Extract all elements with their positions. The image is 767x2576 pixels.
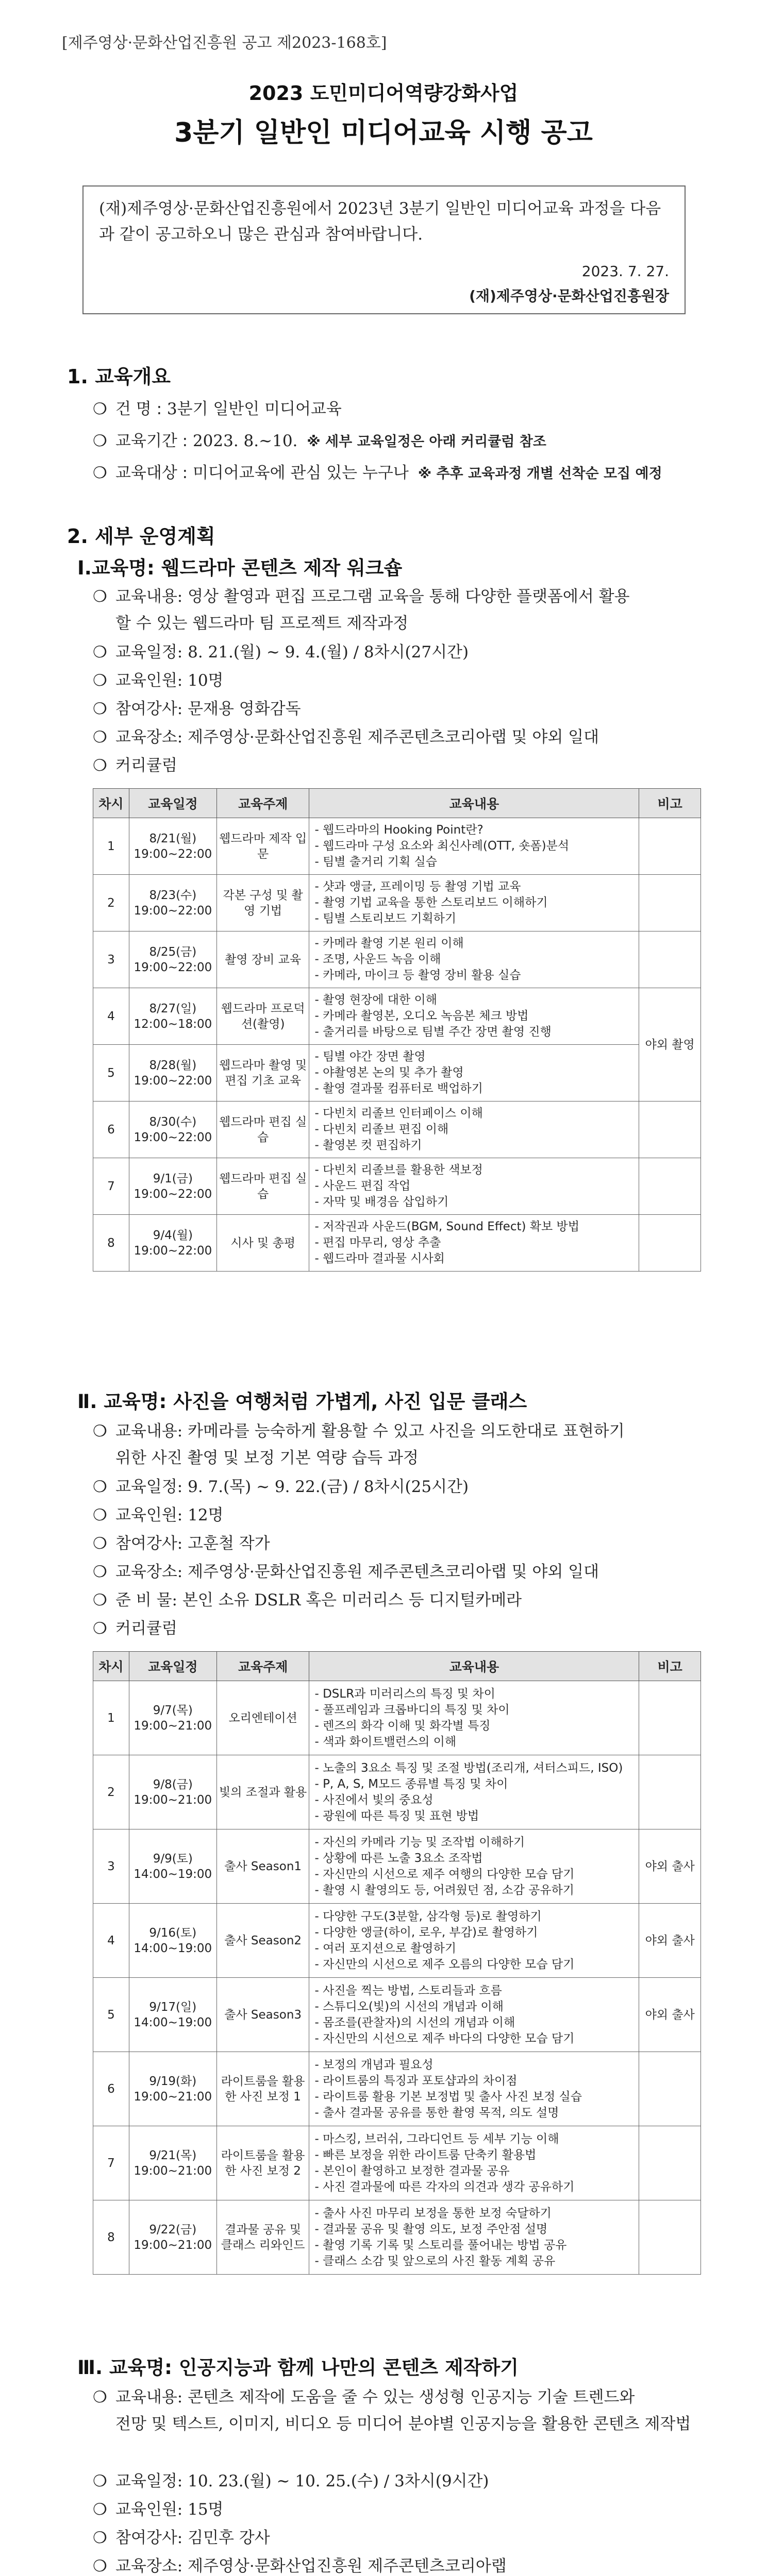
course-1-detail: ❍ 참여강사: 문재용 영화감독 (93, 696, 701, 722)
bullet-icon: ❍ (93, 2472, 107, 2490)
table-row: 2 8/23(수) 19:00~22:00 각본 구성 및 촬영 기법 - 샷과 앵글, 프레이밍 등 촬영 기법 교육 - 촬영 기법 교육을 통한 스토리보드 이해하기 - 팀별 스토리보드 기획하기 (93, 875, 701, 931)
table-row: 3 8/25(금) 19:00~22:00 촬영 장비 교육 - 카메라 촬영 기본 원리 이해 - 조명, 사운드 녹음 이해 - 카메라, 마이크 등 촬영 장비 활용 실습 (93, 931, 701, 988)
bullet-icon: ❍ (93, 1619, 107, 1638)
course-3-detail: ❍ 교육인원: 15명 (93, 2496, 701, 2523)
remark-cell: 야외 촬영 (639, 988, 701, 1101)
program-title: 2023 도민미디어역량강화사업 (248, 82, 519, 105)
course-2-curriculum-table (93, 1651, 701, 2275)
table-row: 8 9/22(금) 19:00~21:00 결과물 공유 및 클래스 리와인드 - 출사 사진 마무리 보정을 통한 보정 숙달하기 - 결과물 공유 및 촬영 의도, 보정 주안점 설명 - 촬영 기록 기록 및 스토리를 풀어내는 방법 공유 - 클래스 소감 및 앞으로의 사진 활동 계획 공유 (93, 2200, 701, 2275)
overview-value: 미디어교육에 관심 있는 누구나 (192, 464, 409, 482)
section-1-title: 1. 교육개요 (67, 365, 171, 388)
bullet-icon: ❍ (93, 756, 107, 775)
intro-box (82, 185, 686, 314)
course-3-detail: ❍ 참여강사: 김민후 강사 (93, 2524, 701, 2551)
course-2-title: Ⅱ. 교육명: 사진을 여행처럼 가볍게, 사진 입문 클래스 (77, 1391, 527, 1413)
course-1-detail: ❍ 교육내용: 영상 촬영과 편집 프로그램 교육을 통해 다양한 플랫폼에서 활용 할 수 있는 웹드라마 팀 프로젝트 제작과정 (93, 583, 701, 637)
bullet-icon: ❍ (93, 2388, 107, 2406)
notice-number: [제주영상·문화산업진흥원 공고 제2023-168호] (62, 34, 387, 52)
overview-note: ※ 추후 교육과정 개별 선착순 모집 예정 (418, 466, 662, 482)
course-2-detail: ❍ 교육인원: 12명 (93, 1502, 701, 1529)
course-2-detail: ❍ 참여강사: 고훈철 작가 (93, 1530, 701, 1557)
table-row: 7 9/21(목) 19:00~21:00 라이트룸을 활용한 사진 보정 2 - 마스킹, 브러쉬, 그라디언트 등 세부 기능 이해 - 빠른 보정을 위한 라이트룸 단축키 활용법 - 본인이 촬영하고 보정한 결과물 공유 - 사진 결과물에 따른 각자의 의견과 생각 공유하기 (93, 2126, 701, 2200)
col-header: 교육주제 (216, 789, 309, 818)
issuing-org: (재)제주영상·문화산업진흥원장 (469, 287, 669, 304)
intro-text: (재)제주영상·문화산업진흥원에서 2023년 3분기 일반인 미디어교육 과정을 다음과 같이 공고하오니 많은 관심과 참여바랍니다. (99, 199, 661, 244)
course-1-detail: ❍ 교육장소: 제주영상·문화산업진흥원 제주콘텐츠코리아랩 및 야외 일대 (93, 724, 701, 751)
bullet-icon: ❍ (93, 643, 107, 662)
table-row: 2 9/8(금) 19:00~21:00 빛의 조절과 활용 - 노출의 3요소 특징 및 조절 방법(조리개, 셔터스피드, ISO) - P, A, S, M모드 종류별 특징 및 차이 - 사진에서 빛의 중요성 - 광원에 따른 특징 및 표현 방법 (93, 1755, 701, 1829)
table-row: 6 8/30(수) 19:00~22:00 웹드라마 편집 실습 - 다빈치 리졸브 인터페이스 이해 - 다빈치 리졸브 편집 이해 - 촬영본 컷 편집하기 (93, 1101, 701, 1158)
bullet-icon: ❍ (93, 1591, 107, 1609)
course-1-detail: ❍ 교육일정: 8. 21.(월) ~ 9. 4.(월) / 8차시(27시간) (93, 639, 701, 666)
overview-label: 교육기간 : (115, 432, 188, 450)
course-2-detail: ❍ 교육장소: 제주영상·문화산업진흥원 제주콘텐츠코리아랩 및 야외 일대 (93, 1558, 701, 1585)
bullet-icon: ❍ (93, 1478, 107, 1496)
bullet-icon: ❍ (93, 587, 107, 606)
col-header: 교육일정 (129, 1652, 216, 1681)
col-header: 교육일정 (129, 789, 216, 818)
bullet-icon: ❍ (93, 400, 107, 418)
bullet-icon: ❍ (93, 700, 107, 718)
bullet-icon: ❍ (93, 432, 107, 450)
col-header: 차시 (93, 789, 129, 818)
course-3-detail: ❍ 교육일정: 10. 23.(월) ~ 10. 25.(수) / 3차시(9시간) (93, 2468, 701, 2495)
overview-item (93, 428, 701, 455)
course-3-title: Ⅲ. 교육명: 인공지능과 함께 나만의 콘텐츠 제작하기 (77, 2357, 519, 2379)
col-header: 차시 (93, 1652, 129, 1681)
overview-item (93, 460, 701, 487)
table-row: 1 9/7(목) 19:00~21:00 오리엔테이션 - DSLR과 미러리스의 특징 및 차이 - 풀프레임과 크롭바디의 특징 및 차이 - 렌즈의 화각 이해 및 화각별 특징 - 색과 화이트밸런스의 이해 (93, 1681, 701, 1755)
page-title: 3분기 일반인 미디어교육 시행 공고 (174, 117, 593, 148)
table-row: 6 9/19(화) 19:00~21:00 라이트룸을 활용한 사진 보정 1 - 보정의 개념과 필요성 - 라이트룸의 특징과 포토샵과의 차이점 - 라이트룸 활용 기본 보정법 및 출사 사진 보정 실습 - 출사 결과물 공유를 통한 촬영 목적, 의도 설명 (93, 2052, 701, 2126)
bullet-icon: ❍ (93, 1506, 107, 1524)
overview-note: ※ 세부 교육일정은 아래 커리큘럼 참조 (307, 434, 546, 450)
bullet-icon: ❍ (93, 2500, 107, 2519)
course-1-curriculum-table (93, 788, 701, 1272)
table-row: 3 9/9(토) 14:00~19:00 출사 Season1 - 자신의 카메라 기능 및 조작법 이해하기 - 상황에 따른 노출 3요소 조작법 - 자신만의 시선으로 제주 여행의 다양한 모습 담기 - 촬영 시 촬영의도 등, 어려웠던 점, 소감 공유하기 야외 출사 (93, 1829, 701, 1904)
course-3-detail: ❍ 교육장소: 제주영상·문화산업진흥원 제주콘텐츠코리아랩 (93, 2553, 701, 2576)
course-2-detail: ❍ 준 비 물: 본인 소유 DSLR 혹은 미러리스 등 디지털카메라 (93, 1587, 701, 1614)
table-row: 7 9/1(금) 19:00~22:00 웹드라마 편집 실습 - 다빈치 리졸브를 활용한 색보정 - 사운드 편집 작업 - 자막 및 배경음 삽입하기 (93, 1158, 701, 1215)
table-row: 4 8/27(일) 12:00~18:00 웹드라마 프로덕션(촬영) - 촬영 현장에 대한 이해 - 카메라 촬영본, 오디오 녹음본 체크 방법 - 출거리를 바탕으로 팀별 주간 장면 촬영 진행 야외 촬영 (93, 988, 701, 1045)
bullet-icon: ❍ (93, 1534, 107, 1553)
col-header: 교육주제 (216, 1652, 309, 1681)
col-header: 비고 (639, 1652, 701, 1681)
col-header: 교육내용 (309, 789, 639, 818)
bullet-icon: ❍ (93, 728, 107, 747)
course-2-detail: ❍ 교육내용: 카메라를 능숙하게 활용할 수 있고 사진을 의도한대로 표현하기 위한 사진 촬영 및 보정 기본 역량 습득 과정 (93, 1418, 701, 1471)
course-2-detail: ❍ 교육일정: 9. 7.(목) ~ 9. 22.(금) / 8차시(25시간) (93, 1473, 701, 1500)
overview-label: 건 명 : (115, 400, 162, 418)
section-2-title: 2. 세부 운영계획 (67, 525, 215, 548)
overview-value: 3분기 일반인 미디어교육 (166, 400, 342, 418)
table-row: 5 8/28(월) 19:00~22:00 웹드라마 촬영 및 편집 기초 교육 - 팀별 야간 장면 촬영 - 야촬영본 논의 및 추가 촬영 - 촬영 결과물 컴퓨터로 백업하기 (93, 1045, 701, 1101)
bullet-icon: ❍ (93, 2557, 107, 2575)
bullet-icon: ❍ (93, 1422, 107, 1440)
overview-item (93, 396, 701, 423)
table-row: 5 9/17(일) 14:00~19:00 출사 Season3 - 사진을 찍는 방법, 스토리들과 흐름 - 스튜디오(빛)의 시선의 개념과 이해 - 몸조를(관찰자)의 시선의 개념과 이해 - 자신만의 시선으로 제주 바다의 다양한 모습 담기 야외 출사 (93, 1978, 701, 2052)
course-3-detail: ❍ 교육내용: 콘텐츠 제작에 도움을 줄 수 있는 생성형 인공지능 기술 트렌드와 전망 및 텍스트, 이미지, 비디오 등 미디어 분야별 인공지능을 활용한 콘텐츠 제작법 (93, 2384, 701, 2437)
col-header: 교육내용 (309, 1652, 639, 1681)
col-header: 비고 (639, 789, 701, 818)
overview-value: 2023. 8.~10. (192, 432, 298, 450)
course-1-detail: ❍ 교육인원: 10명 (93, 667, 701, 694)
bullet-icon: ❍ (93, 671, 107, 690)
bullet-icon: ❍ (93, 464, 107, 482)
course-1-detail: ❍ 커리큘럼 (93, 752, 701, 779)
overview-label: 교육대상 : (115, 464, 188, 482)
course-2-detail: ❍ 커리큘럼 (93, 1615, 701, 1642)
bullet-icon: ❍ (93, 1563, 107, 1581)
course-1-title: Ⅰ.교육명: 웹드라마 콘텐츠 제작 워크숍 (77, 557, 403, 579)
table-row: 1 8/21(월) 19:00~22:00 웹드라마 제작 입문 - 웹드라마의 Hooking Point란? - 웹드라마 구성 요소와 최신사례(OTT, 숏폼)분석 - 팀별 출거리 기획 실습 (93, 818, 701, 875)
notice-date: 2023. 7. 27. (581, 263, 669, 280)
table-row: 4 9/16(토) 14:00~19:00 출사 Season2 - 다양한 구도(3분할, 삼각형 등)로 촬영하기 - 다양한 앵글(하이, 로우, 부감)로 촬영하기 - 여러 포지션으로 촬영하기 - 자신만의 시선으로 제주 오름의 다양한 모습 담기 야외 출사 (93, 1904, 701, 1978)
bullet-icon: ❍ (93, 2529, 107, 2547)
table-row: 8 9/4(월) 19:00~22:00 시사 및 총평 - 저작권과 사운드(BGM, Sound Effect) 확보 방법 - 편집 마무리, 영상 추출 - 웹드라마 결과물 시사회 (93, 1215, 701, 1272)
